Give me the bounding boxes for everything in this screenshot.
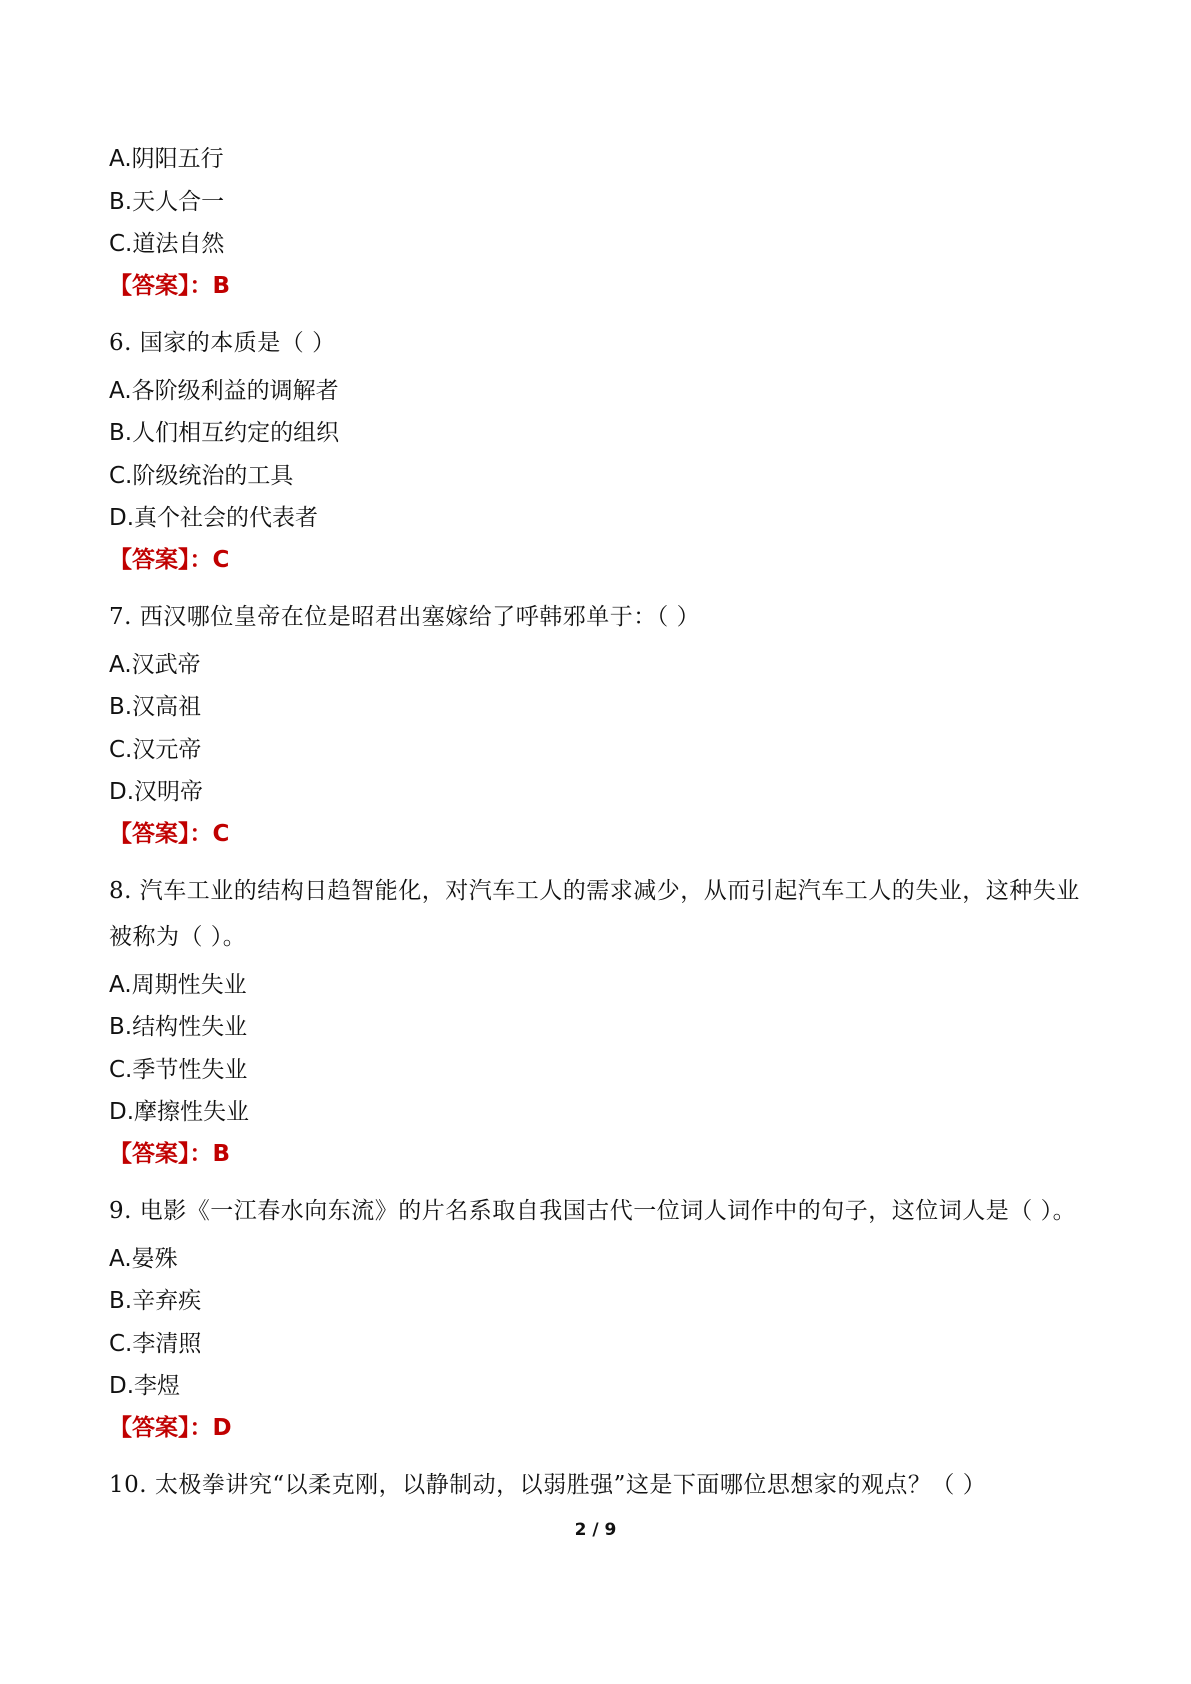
question-text: 10. 太极拳讲究“以柔克刚，以静制动，以弱胜强”这是下面哪位思想家的观点？（ ）	[109, 1471, 987, 1498]
answer-option: C.季节性失业	[109, 1056, 248, 1083]
answer-key: 【答案】：B	[109, 272, 231, 299]
answer-option: D.汉明帝	[109, 779, 204, 805]
answer-option: A.晏殊	[109, 1245, 178, 1272]
answer-option: C.道法自然	[109, 231, 225, 257]
question-text: 9. 电影《一江春水向东流》的片名系取自我国古代一位词人词作中的句子，这位词人是（ ）。	[109, 1197, 1077, 1224]
answer-option: B.结构性失业	[109, 1014, 248, 1040]
answer-option: C.李清照	[109, 1330, 202, 1357]
answer-option: A.各阶级利益的调解者	[109, 377, 339, 404]
answer-option: D.李煜	[109, 1373, 181, 1399]
question-text: 7. 西汉哪位皇帝在位是昭君出塞嫁给了呼韩邪单于：（ ）	[109, 603, 701, 630]
answer-option: A.阴阳五行	[109, 146, 224, 172]
page-number: 2 / 9	[574, 1520, 617, 1540]
answer-key: 【答案】：B	[109, 1140, 231, 1167]
question-text: 6. 国家的本质是（ ）	[109, 329, 336, 356]
answer-key: 【答案】：D	[109, 1414, 232, 1441]
answer-option: D.摩擦性失业	[109, 1099, 250, 1125]
question-text: 8. 汽车工业的结构日趋智能化，对汽车工人的需求减少，从而引起汽车工人的失业，这种失业被称为（ ）。	[109, 877, 1080, 950]
answer-key: 【答案】：C	[109, 546, 230, 573]
answer-option: A.汉武帝	[109, 651, 201, 678]
answer-option: C.汉元帝	[109, 736, 202, 763]
answer-option: B.辛弃疾	[109, 1288, 202, 1314]
answer-option: D.真个社会的代表者	[109, 505, 319, 531]
answer-option: B.人们相互约定的组织	[109, 420, 340, 446]
answer-option: B.天人合一	[109, 188, 225, 215]
answer-option: B.汉高祖	[109, 694, 202, 720]
page-content	[109, 138, 1089, 1512]
answer-option: A.周期性失业	[109, 971, 247, 998]
answer-option: C.阶级统治的工具	[109, 462, 294, 489]
answer-key: 【答案】：C	[109, 820, 230, 847]
